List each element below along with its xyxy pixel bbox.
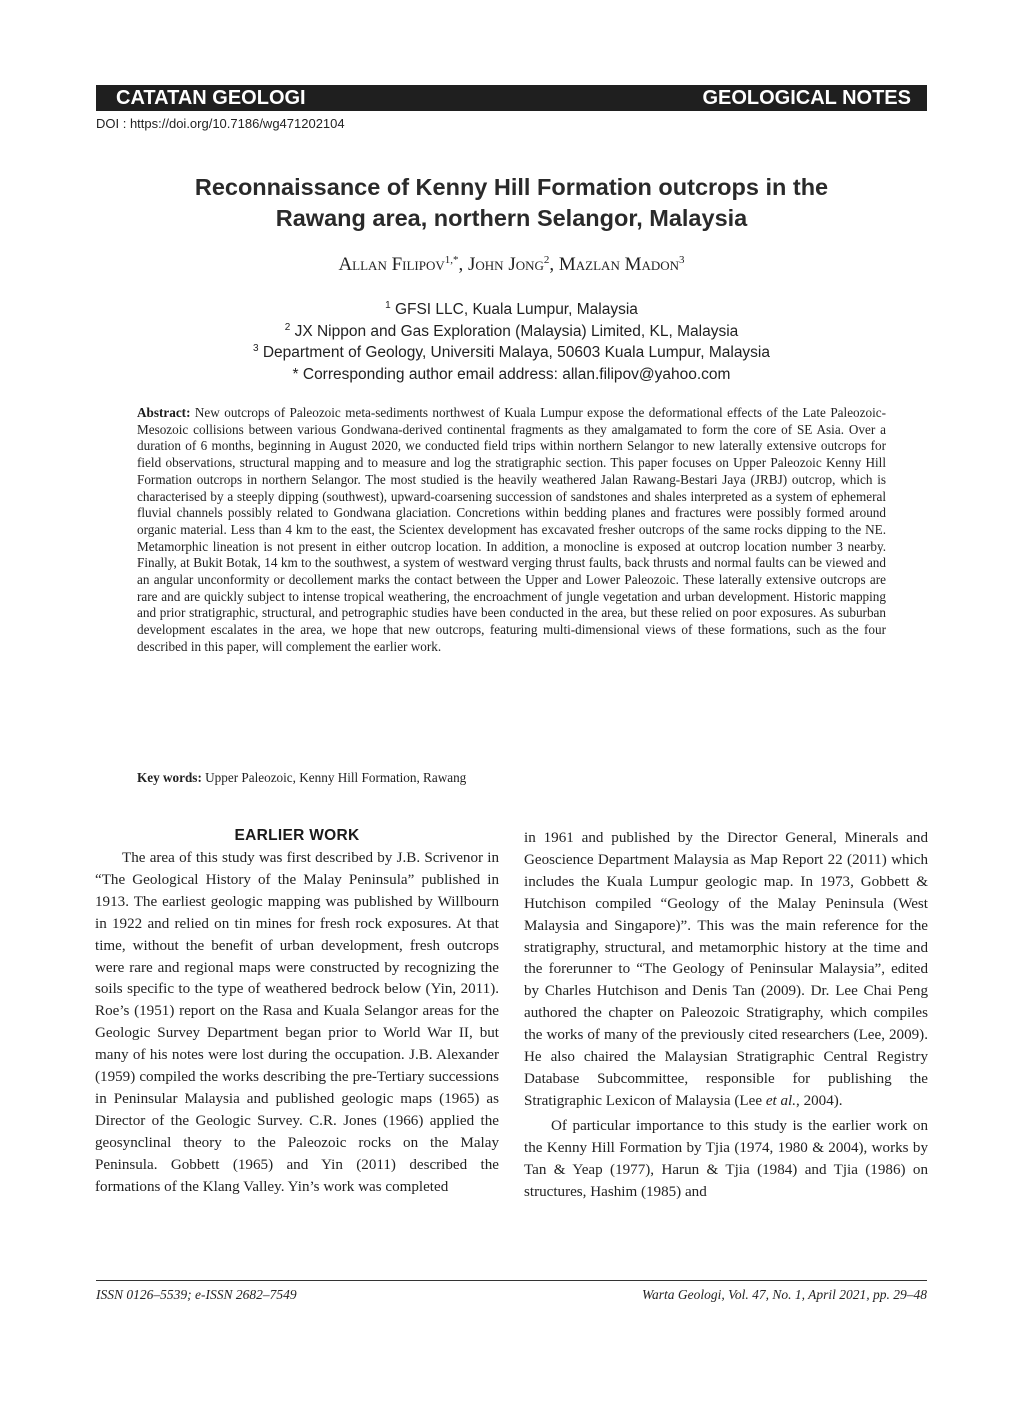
affiliation-2-sup: 2	[284, 321, 291, 333]
abstract-text: New outcrops of Paleozoic meta-sediments northwest of Kuala Lumpur expose the deformational effects of the Late Paleozoic-Mesozoic collisions between various Gondwana-derived continental fragments as they amalgamated to form the core of SE Asia. Over a duration of 6 months, beginning in August 2020, we conducted field trips within northern Selangor to new laterally extensive outcrops for field observations, structural mapping and to measure and log the stratigraphic section. This paper focuses on Upper Paleozoic Kenny Hill Formation outcrops in northern Selangor. The most studied is the heavily weathered Jalan Rawang-Bestari Jaya (JRBJ) outcrop, which is characterised by a steeply dipping (southwest), upward-coarsening succession of sandstones and shales interpreted as a system of ephemeral fluvial channels possibly related to Gondwana glaciation. Concretions within bedding planes and fractures were possibly formed around organic material. Less than 4 km to the east, the Scientex development has excavated fresher outcrops of the same rocks dipping to the NE. Metamorphic lineation is not present in either outcrop location. In addition, a monocline is exposed at outcrop location number 3 nearby. Finally, at Bukit Botak, 14 km to the southwest, a system of westward verging thrust faults, back thrusts and normal faults can be viewed and an angular unconformity or decollement marks the contact between the Upper and Lower Paleozoic. These laterally extensive outcrops are rare and are quickly subject to intense tropical weathering, the encroachment of jungle vegetation and urban development. Historic mapping and prior stratigraphic, structural, and petrographic studies have been conducted in the area, but these relied on poor exposures. As suburban development escalates in the area, we hope that new outcrops, featuring multi-dimensional views of these formations, such as the four described in this paper, will complement the earlier work.	[137, 405, 886, 654]
body-paragraph-3: Of particular importance to this study is the earlier work on the Kenny Hill Formation by Tjia (1974, 1980 & 2004), works by Tan & Yeap (1977), Harun & Tjia (1984) and Tjia (1986) on structures, Hashim (1985) and	[524, 1117, 928, 1200]
page-footer	[96, 1287, 927, 1303]
section-heading-earlier-work: EARLIER WORK	[234, 827, 360, 844]
author-2-sup: 2	[543, 254, 550, 266]
affiliation-2-text: JX Nippon and Gas Exploration (Malaysia) Limited, KL, Malaysia	[290, 322, 739, 340]
footer-divider	[96, 1280, 927, 1281]
author-list	[96, 254, 927, 276]
affiliation-2	[96, 321, 927, 343]
body-paragraph-2-etal: et al.	[765, 1092, 797, 1109]
footer-citation: Warta Geologi, Vol. 47, No. 1, April 2021, pp. 29–48	[641, 1287, 927, 1302]
footer-issn: ISSN 0126–5539; e-ISSN 2682–7549	[96, 1287, 297, 1302]
banner-right-label: GEOLOGICAL NOTES	[702, 86, 911, 109]
corresponding-author-text: * Corresponding author email address: allan.filipov@yahoo.com	[292, 365, 731, 383]
affiliation-1-sup: 1	[385, 300, 391, 311]
abstract	[137, 405, 886, 656]
body-paragraph-2-b: , 2004).	[796, 1092, 843, 1109]
affiliation-3-text: Department of Geology, Universiti Malaya, 50603 Kuala Lumpur, Malaysia	[258, 344, 771, 361]
affiliation-1-text: GFSI LLC, Kuala Lumpur, Malaysia	[390, 301, 638, 318]
affiliation-1	[96, 299, 927, 321]
affiliation-3	[96, 342, 927, 364]
title-line-2: Rawang area, northern Selangor, Malaysia	[275, 205, 748, 231]
author-1-sup: 1,*	[444, 254, 459, 266]
body-paragraph-2-a: in 1961 and published by the Director General, Minerals and Geoscience Department Malaysia as Map Report 22 (2011) which includes the Kuala Lumpur geologic map. In 1973, Gobbett & Hutchison compiled “Geology of the Malay Peninsula (West Malaysia and Singapore)”. This was the main reference for the stratigraphy, structural, and metamorphic history at the time and the forerunner to “The Geology of Peninsular Malaysia”, edited by Charles Hutchison and Denis Tan (2009). Dr. Lee Chai Peng authored the chapter on Paleozoic Stratigraphy, which compiles the works of many of the previously cited researchers (Lee, 2009). He also chaired the Malaysian Stratigraphic Central Registry Database Subcommittee, responsible for publishing the Stratigraphic Lexicon of Malaysia (Lee	[524, 830, 928, 1109]
author-sep-1: ,	[458, 254, 469, 275]
affiliation-3-sup: 3	[252, 343, 259, 354]
author-1-name: Allan Filipov	[338, 254, 445, 275]
body-paragraph-1: The area of this study was first described by J.B. Scrivenor in “The Geological History of the Malay Peninsula” published in 1913. The earliest geologic mapping was published by Willbourn in 1922 and relied on tin mines for fresh rock exposures. At that time, without the benefit of urban development, fresh outcrops were rare and regional maps were constructed by recognizing the soils specific to the type of weathered bedrock below (Yin, 2011). Roe’s (1951) report on the Rasa and Kuala Selangor areas for the Geologic Survey Department began prior to World War II, but many of his notes were lost during the occupation. J.B. Alexander (1959) compiled the works describing the pre-Tertiary successions in Peninsular Malaysia and published geologic maps (1965) as Director of the Geologic Survey. C.R. Jones (1966) applied the geosynclinal theory to the Paleozoic rocks on the Malay Peninsula. Gobbett (1965) and Yin (2011) described the formations of the Klang Valley. Yin’s work was completed	[95, 850, 499, 1195]
author-3-name: Mazlan Madon	[558, 254, 680, 275]
body-column-right	[524, 828, 928, 1203]
author-2-name: John Jong	[468, 254, 544, 275]
author-sep-2: ,	[549, 254, 559, 275]
doi-link[interactable]: DOI : https://doi.org/10.7186/wg471202104	[96, 116, 345, 131]
keywords-label: Key words:	[137, 770, 202, 785]
body-column-left	[95, 848, 499, 1199]
banner-left-label: CATATAN GEOLOGI	[116, 86, 306, 109]
title-line-1: Reconnaissance of Kenny Hill Formation outcrops in the	[194, 174, 829, 200]
section-banner	[96, 85, 927, 111]
body-paragraph-2	[524, 828, 928, 1113]
corresponding-author	[96, 364, 927, 386]
author-3-sup: 3	[679, 254, 685, 266]
paper-title	[96, 172, 927, 234]
abstract-label: Abstract:	[137, 405, 191, 420]
keywords	[137, 770, 886, 786]
keywords-text: Upper Paleozoic, Kenny Hill Formation, Rawang	[201, 770, 467, 785]
affiliations	[96, 299, 927, 385]
